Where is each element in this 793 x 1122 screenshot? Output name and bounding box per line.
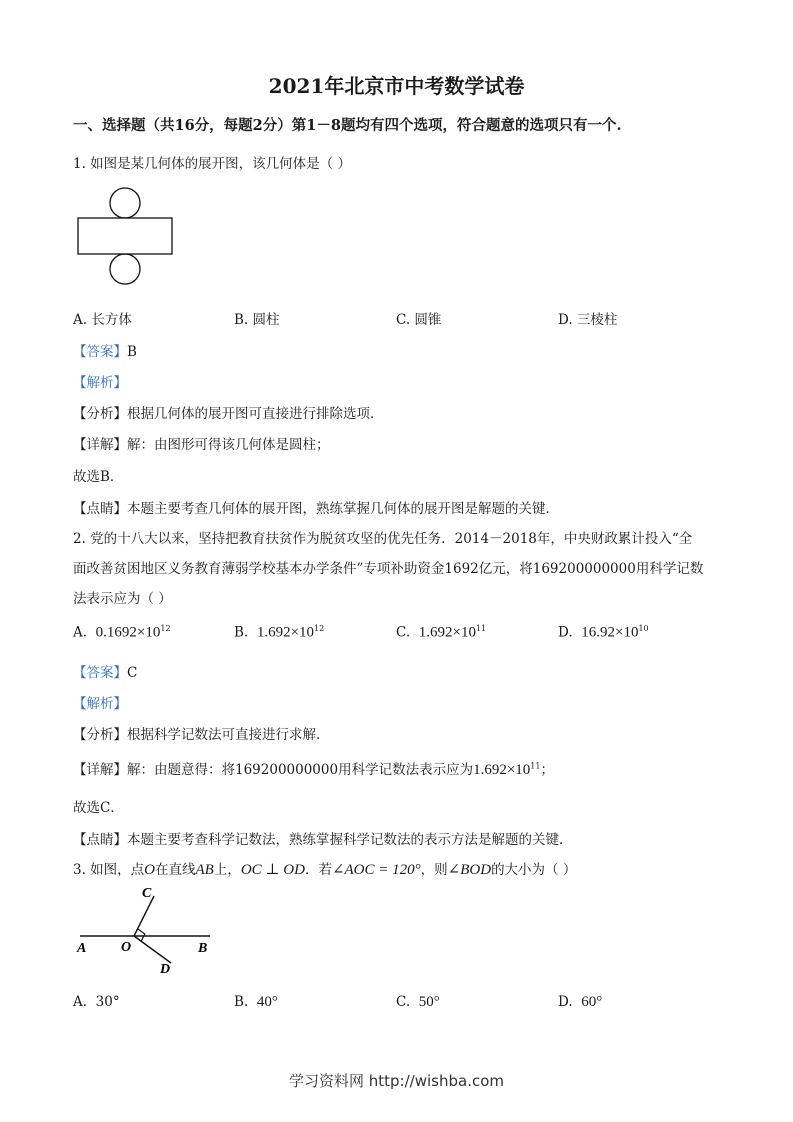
q1-analysis: 【分析】根据几何体的展开图可直接进行排除选项．	[73, 406, 384, 422]
q3-label-d: D	[160, 962, 171, 977]
q2-line-2: 面改善贫困地区义务教育薄弱学校基本办学条件”专项补助资金1692亿元，将169200000000用科学记数	[73, 561, 704, 577]
q1-answer-tag: 【答案】	[73, 344, 127, 360]
q3-label-b: B	[198, 941, 208, 956]
q1-net-figure	[74, 186, 176, 286]
q3-option-a: A. 30°	[73, 994, 120, 1010]
q2-choose: 故选C．	[73, 800, 124, 816]
q2-option-a: A. $0.1692\times 10^{12}$	[73, 624, 171, 641]
q3-label-a: A	[77, 941, 87, 956]
q2-line-3: 法表示应为（ ）	[73, 591, 172, 607]
page-title: 2021年北京市中考数学试卷	[268, 74, 525, 98]
q1-analysis-tag: 【解析】	[73, 375, 127, 391]
q3-ray-oc	[134, 896, 154, 936]
q1-answer	[73, 340, 137, 360]
q2-analysis: 【分析】根据科学记数法可直接进行求解．	[73, 727, 330, 743]
q1-option-b: B. 圆柱	[234, 312, 280, 328]
q1-detail: 【详解】解：由图形可得该几何体是圆柱；	[73, 437, 330, 453]
q2-answer	[73, 661, 137, 681]
q2-option-b: B. $1.692\times 10^{12}$	[234, 624, 325, 641]
q3-option-c: C. 50°	[396, 994, 440, 1010]
q3-label-o: O	[121, 940, 132, 955]
q1-bottom-circle	[110, 254, 140, 284]
footer-watermark[interactable]: 学习资料网 http://wishba.com	[289, 1072, 504, 1090]
q1-rectangle	[78, 218, 172, 254]
q1-comment: 【点睛】本题主要考查几何体的展开图，熟练掌握几何体的展开图是解题的关键．	[73, 501, 559, 517]
q2-analysis-tag: 【解析】	[73, 696, 127, 712]
q3-ray-od	[134, 936, 171, 963]
q1-option-c: C. 圆锥	[396, 312, 442, 328]
q2-option-d: D. $16.92\times 10^{10}$	[558, 624, 649, 641]
q1-choose: 故选B．	[73, 469, 124, 485]
q1-stem: 1. 如图是某几何体的展开图，该几何体是（ ）	[73, 156, 351, 172]
q3-option-d: D. 60°	[558, 994, 603, 1010]
q1-option-d: D. 三棱柱	[558, 312, 618, 328]
q1-option-a: A. 长方体	[73, 312, 132, 328]
q2-answer-tag: 【答案】	[73, 665, 127, 681]
q2-answer-value: C	[127, 665, 138, 681]
q2-line-1: 2. 党的十八大以来，坚持把教育扶贫作为脱贫攻坚的优先任务．2014－2018年，中央财政累计投入“全	[73, 531, 693, 547]
q3-stem: 3. 如图，点O在直线AB上，OC ⊥ OD．若∠AOC = 120°，则∠BOD的大小为（ ）	[73, 862, 577, 878]
q3-option-b: B. 40°	[234, 994, 278, 1010]
q2-option-c: C. $1.692\times 10^{11}$	[396, 624, 487, 641]
q2-comment: 【点睛】本题主要考查科学记数法，熟练掌握科学记数法的表示方法是解题的关键．	[73, 832, 573, 848]
section-heading: 一、选择题（共16分，每题2分）第1－8题均有四个选项，符合题意的选项只有一个.	[73, 117, 622, 134]
q3-angle-figure	[74, 884, 224, 980]
q3-label-c: C	[142, 886, 152, 901]
q1-top-circle	[110, 188, 140, 218]
q2-detail: 【详解】解：由题意得：将169200000000用科学记数法表示应为$1.692\times 10^{11}$；	[73, 761, 554, 778]
q1-answer-value: B	[127, 344, 137, 360]
